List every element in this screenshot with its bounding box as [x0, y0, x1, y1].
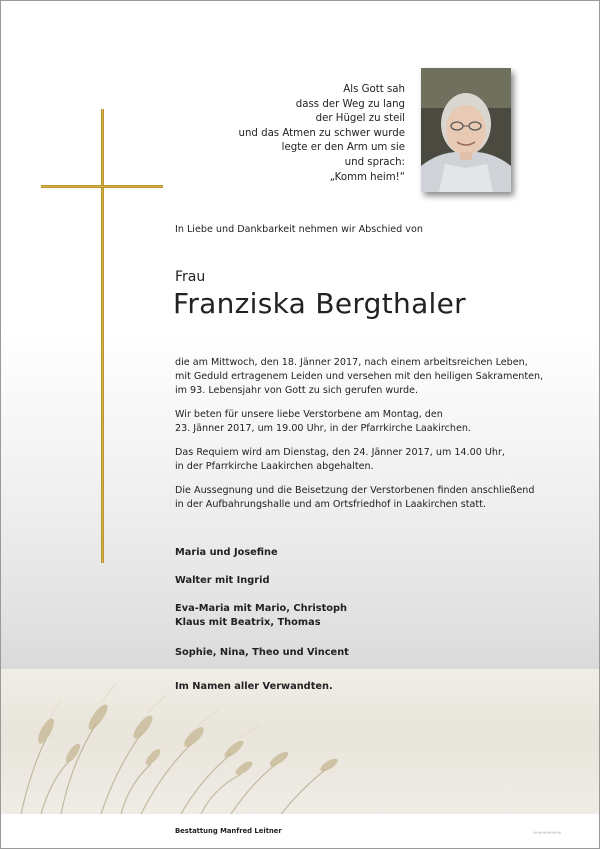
paragraph-prayer: [175, 408, 471, 436]
closing-text: Im Namen aller Verwandten.: [175, 681, 333, 692]
paragraph-requiem: [175, 446, 505, 474]
cross-vertical-beam: [101, 109, 104, 563]
paragraph-line: im 93. Lebensjahr von Gott zu sich gerufen wurde.: [175, 385, 419, 397]
undertaker-name: Bestattung Manfred Leitner: [175, 827, 282, 835]
family-entry: Sophie, Nina, Theo und Vincent: [175, 647, 349, 658]
paragraph-line: 23. Jänner 2017, um 19.00 Uhr, in der Pfarrkirche Laakirchen.: [175, 423, 471, 435]
footer-band: [1, 814, 599, 848]
family-line: Klaus mit Beatrix, Thomas: [175, 617, 321, 628]
deceased-name: Franziska Bergthaler: [173, 287, 466, 320]
poem-line: dass der Weg zu lang: [295, 98, 405, 110]
family-line: Eva-Maria mit Mario, Christoph: [175, 603, 347, 614]
poem-line: „Komm heim!“: [329, 171, 405, 183]
paragraph-line: in der Aufbahrungshalle und am Ortsfriedhof in Laakirchen statt.: [175, 499, 486, 511]
portrait-photo: [421, 68, 511, 192]
paragraph-line: Die Aussegnung und die Beisetzung der Verstorbenen finden anschließend: [175, 485, 535, 496]
cross-horizontal-beam: [41, 185, 163, 188]
paragraph-death: [175, 356, 543, 399]
photo-credit-watermark: ▬▬▬▬▬▬: [533, 830, 562, 836]
family-entry: [175, 602, 347, 630]
poem-line: der Hügel zu steil: [315, 113, 405, 125]
poem-line: und das Atmen zu schwer wurde: [238, 127, 405, 139]
paragraph-line: Wir beten für unsere liebe Verstorbene am Montag, den: [175, 409, 443, 420]
paragraph-line: mit Geduld ertragenem Leiden und versehen mit den heiligen Sakramenten,: [175, 371, 544, 383]
intro-text: In Liebe und Dankbarkeit nehmen wir Abschied von: [175, 224, 423, 235]
poem-line: Als Gott sah: [343, 84, 405, 95]
salutation: Frau: [175, 269, 206, 285]
family-entry: Walter mit Ingrid: [175, 575, 270, 586]
paragraph-line: die am Mittwoch, den 18. Jänner 2017, nach einem arbeitsreichen Leben,: [175, 357, 528, 368]
paragraph-burial: [175, 484, 534, 512]
paragraph-line: Das Requiem wird am Dienstag, den 24. Jänner 2017, um 14.00 Uhr,: [175, 447, 505, 458]
paragraph-line: in der Pfarrkirche Laakirchen abgehalten.: [175, 461, 374, 473]
poem-line: legte er den Arm um sie: [281, 142, 405, 154]
poem-line: und sprach:: [344, 156, 405, 168]
poem: [211, 83, 405, 185]
family-entry: Maria und Josefine: [175, 547, 278, 558]
